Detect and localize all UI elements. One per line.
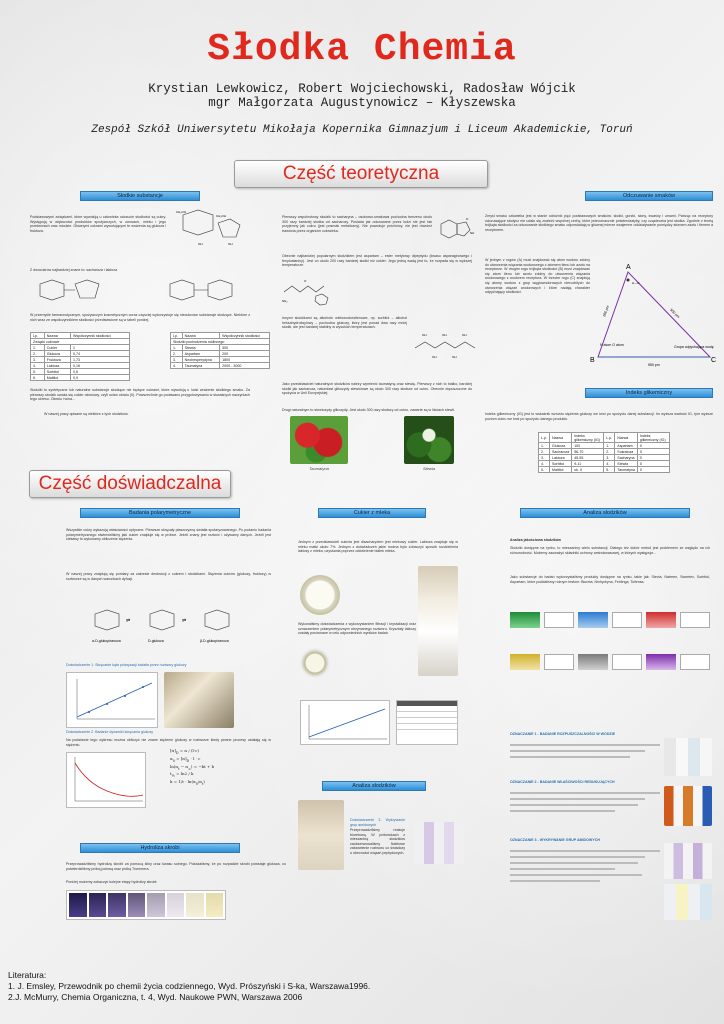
table-cell: 200 bbox=[220, 351, 270, 357]
result-heading-amide: OZNACZANIE 3 - WYKRYWANIE GRUP AMIDOWYCH bbox=[510, 838, 600, 842]
table-cell: Sorbitol bbox=[550, 461, 572, 467]
table-cell: 0 bbox=[637, 449, 669, 455]
svg-text:β-D-glukopiranoza: β-D-glukopiranoza bbox=[200, 639, 229, 643]
table-cell: 4. bbox=[171, 363, 183, 369]
table-cell: Stewia bbox=[182, 345, 220, 351]
triangle-note-b: N atom O atom bbox=[600, 343, 624, 347]
table-cell: 1 bbox=[70, 345, 129, 351]
structure-image bbox=[544, 654, 574, 670]
disaccharide-structures bbox=[30, 276, 250, 312]
table-cell: Neohesperydyna bbox=[182, 357, 220, 363]
thaumatin-caption: Taumatyna bbox=[309, 466, 329, 471]
result-heading-solubility: OZNACZANIE 1 - BADANIE ROZPUSZCZALNOŚCI W WODZIE bbox=[510, 732, 616, 736]
table-cell: Stewia bbox=[615, 461, 638, 467]
table-cell: Maltitol bbox=[44, 375, 70, 381]
bar-sweet-substances: Słodkie substancje bbox=[80, 191, 200, 201]
table-cell: 1800 bbox=[220, 357, 270, 363]
triangle-label-b: B bbox=[590, 357, 595, 364]
svg-text:NH: NH bbox=[470, 231, 475, 235]
aspartame-structure bbox=[280, 272, 336, 312]
table-header: L.p. bbox=[604, 433, 615, 443]
bar-milk-sugar: Cukier z mleka bbox=[318, 508, 426, 518]
table-cell: Glukoza bbox=[44, 351, 70, 357]
table-row bbox=[31, 375, 130, 381]
amide-detection-caption: Doświadczenie 3. Wykrywanie grup amidowych bbox=[350, 818, 405, 827]
table-cell: Sacharyna bbox=[615, 455, 638, 461]
structure-image bbox=[680, 612, 710, 628]
biuret-tubes-photo bbox=[664, 843, 712, 879]
disaccharides-caption: Z dwucukrów najbardziej znane to: sacharoza i laktoza bbox=[30, 268, 118, 272]
table-header: Lp. bbox=[171, 333, 183, 339]
bar-polarimetry: Badania polarymetryczne bbox=[80, 508, 240, 518]
glucose-structure-figure bbox=[168, 205, 248, 255]
authors-line-2: mgr Małgorzata Augustynowicz – Kłyszewska bbox=[208, 96, 516, 110]
hydrolysis-text-2: Poniżej możemy zobaczyć kolejne etapy hydrolizy skrobi: bbox=[66, 880, 158, 884]
table-cell: 45-55 bbox=[572, 455, 604, 461]
taste-text: Zmysł smaku człowieka jest w stanie odróżnić pięć podstawowych smaków: słodki, gorzki, słony, kwaśny i umami. Patrząc na receptory odczuwające słodycz nie udało się znaleźć wspólnej cechy, które jednoznacznie potwierdzałyby, czy cząsteczka jest słodka. Zgodnie z teorią trójkąta słodkości za odczuwanie słodkiego smaku odpowiadają w głównej mierze wzajemne oddziaływanie pomiędzy atomem azotu i tlenem a receptorem. bbox=[485, 214, 713, 232]
table-cell: 1. bbox=[171, 345, 183, 351]
table-cell: Aspartam bbox=[182, 351, 220, 357]
table-cell: Glukoza bbox=[550, 443, 572, 449]
table-cell: 4. bbox=[604, 461, 615, 467]
fehling-tubes-photo bbox=[664, 786, 712, 826]
milk-sugar-text: Jednym z przedstawicieli cukrów jest disacharydem jest mlekowy cukier. Laktoza znajduje się w mleku matki około 7%. Jednym z doświadczeń jakie można było zobaczyć sposób rozdzielenia laktozy z mleka, uzyskania poprzez oddzielenie białek mleka. bbox=[298, 540, 458, 554]
table-cell: 0 bbox=[637, 461, 669, 467]
tube-sample bbox=[206, 893, 224, 917]
sweet-intro-text: Podstawowymi związkami, które wywołują u człowieka odczucie słodkości są cukry. Występują w większości produktów spożywczych, w owocach, mleku i jego przetworach oraz miodzie. Głównymi cukrami wywołującymi te wrażenia są glukoza i fruktoza. bbox=[30, 215, 166, 233]
polarimetry-text: Wszystkie cukry wykazują właściwości optyczne. Pierwsze skręcały płaszczyznę światła spolaryzowanego. Po podaniu badania polarymetrycznego stwierdziliśmy jaki cukier znajduje się w próbce. Jeżeli znany jest roztwór i używamy danych. Jeżeli jest ciekawy to wykonamy obliczenie stężenia. bbox=[66, 528, 271, 542]
svg-text:α-D-glukopiranoza: α-D-glukopiranoza bbox=[92, 639, 121, 643]
table-cell: Cukier bbox=[44, 345, 70, 351]
polarimetry-chart-2 bbox=[66, 752, 146, 808]
svg-text:O: O bbox=[304, 279, 307, 283]
bar-sweetener-analysis-2: Analiza słodzików bbox=[322, 781, 426, 791]
triangle-distance-ac: 550 pm bbox=[669, 307, 681, 319]
tube-sample bbox=[147, 893, 165, 917]
sweetener-analysis-text: Słodziki dostępne na rynku, to mieszaniny wielu substancji. Dlatego też dobór metod jest problemem ze względu na ich różnorodność. Możemy zauważyć składniki ochrony aminokwasowej, w których występuje... bbox=[510, 546, 710, 555]
lab-student-photo bbox=[418, 566, 458, 676]
sweetener-analysis-list: Jako substancje do badań wykorzystaliśmy produkty dostępne na rynku, takie jak: Stevia, Natreen, Sweetex, Sorbitol, Aspartam, które poddaliśmy różnym testom: Biureta, Ninhydryna, Fehlinga, Tollensa. bbox=[510, 575, 710, 584]
table-cell: 1. bbox=[31, 345, 45, 351]
svg-text:OH: OH bbox=[432, 355, 437, 359]
table-row bbox=[539, 467, 670, 473]
sweetener-product-image bbox=[646, 654, 676, 670]
reducing-text-block bbox=[510, 788, 660, 828]
stevia-text-2: Drugi naturalnym to stewiozydy glikozydy. Jest około 300 razy słodszy od cukru, zawarte są w liściach stewii. bbox=[282, 408, 455, 412]
svg-text:OH: OH bbox=[442, 333, 447, 337]
svg-text:O: O bbox=[466, 217, 469, 221]
sweetener-analysis-title: Analiza jakościowa słodzików bbox=[510, 538, 561, 542]
triangle-label-c: C bbox=[711, 357, 717, 364]
structure-image bbox=[612, 654, 642, 670]
table-cell: 0,74 bbox=[70, 351, 129, 357]
bar-taste-perception: Odczuwanie smaków bbox=[585, 191, 713, 201]
sweetener-products-grid bbox=[510, 612, 710, 692]
sweetener-product-image bbox=[646, 612, 676, 628]
polarimeter-lab-photo bbox=[164, 672, 234, 728]
sorbitol-structure bbox=[410, 328, 480, 364]
table-cell: 3. bbox=[31, 357, 45, 363]
table-cell: 0 bbox=[637, 455, 669, 461]
table-cell: 0,6 bbox=[70, 369, 129, 375]
table-cell: 0 bbox=[637, 443, 669, 449]
stevia-text: Jako przedstawiciel naturalnych słodzików należy wymienić taumatynę oraz stewię. Pierwszy z nich to białko, bardziej słodki jak sacharoza, natomiast glikozydy stewiolowe są około 300 razy słodsze od cukru. Obecnie dopuszczone do spożycia w Unii Europejskiej. bbox=[282, 382, 472, 396]
svg-text:CH₂OH: CH₂OH bbox=[176, 210, 186, 214]
sweetener-product-image bbox=[510, 654, 540, 670]
sorbitol-text: Innymi słodzikami są alkohole wielowodorotlenowe, np. sorbitol – alkohol heksahydroksylowy – pochodna glukozy, który jest ponad dwa razy mniej słodki, ale jest bardziej stabilny w wysokich temperaturach. bbox=[282, 316, 407, 330]
references-heading: Literatura: bbox=[8, 970, 47, 980]
table-cell: Laktoza bbox=[550, 455, 572, 461]
section-experimental-heading: Część doświadczalna bbox=[29, 470, 231, 498]
svg-text:OH: OH bbox=[198, 242, 203, 246]
triangle-label-a: A bbox=[626, 264, 631, 271]
references bbox=[8, 970, 370, 1003]
milk-sugar-results-table bbox=[396, 700, 458, 745]
table-cell: Maltitol bbox=[550, 467, 572, 473]
sweetener-product-image bbox=[578, 612, 608, 628]
sweeteners-intro-text: W przemyśle farmaceutycznym, spożywczym kosmetycznym coraz częściej wykorzystuje się niecukrowe substancje słodzące. Niektóre z nich wraz ze współczynnikiem słodkości przedstawione są w tabeli poniżej. bbox=[30, 313, 250, 322]
table-cell: 3. bbox=[171, 357, 183, 363]
table-header: Współczynnik słodkości bbox=[220, 333, 270, 339]
table-cell: Fruktoza bbox=[44, 357, 70, 363]
table-cell: Taumatyna bbox=[182, 363, 220, 369]
hydrolysis-tubes-strip bbox=[66, 890, 226, 920]
polarimetry-caption-2: Doświadczenie 2. Badanie dynamiki skręcania glukozy bbox=[66, 730, 154, 734]
triangle-distance-ab: 260 pm bbox=[602, 304, 610, 318]
table-header: Współczynnik słodkości bbox=[70, 333, 129, 339]
glycemic-text: Indeks glikemiczny (IG) jest to wskaźnik wzrostu stężenia glukozy we krwi po spożyciu danej substancji. Im wyższa wartość IG, tym wyższe poziom cukru we krwi po spożyciu danego produktu. bbox=[485, 412, 713, 421]
reference-item-2: 2.J. McMurry, Chemia Organiczna, t. 4, Wyd. Naukowe PWN, Warszawa 2006 bbox=[8, 992, 303, 1002]
polarimetry-conclusion: Na podstawie tego wykresu można obliczyć nie znane stężenie glukozy w roztworze kiedy pewne procesy ustalają się w stężeniu. bbox=[66, 738, 271, 747]
table-header: L.p. bbox=[539, 433, 550, 443]
svg-text:OH: OH bbox=[228, 242, 233, 246]
table-cell: ok. 0 bbox=[572, 467, 604, 473]
glucose-anomers-figure bbox=[90, 600, 240, 648]
bar-glycemic-index: Indeks glikemiczny bbox=[585, 388, 713, 398]
tube-sample bbox=[108, 893, 126, 917]
structure-image bbox=[544, 612, 574, 628]
table-subheader: Związki cukrowe bbox=[31, 339, 130, 345]
table-cell: 5. bbox=[539, 467, 550, 473]
amide-detection-text: Przeprowadziliśmy reakcje biuretową. W próbówkach z mieszaniną słodzików zaobserwowaliśmy fioletowe zabarwienie roztworu co świadczy o obecności wiązań peptydowych. bbox=[350, 828, 405, 855]
sweetness-table-natural bbox=[30, 332, 130, 381]
table-header: Nazwa bbox=[615, 433, 638, 443]
table-header: Lp. bbox=[31, 333, 45, 339]
svg-text:⇌: ⇌ bbox=[126, 618, 131, 624]
table-cell: 3. bbox=[604, 455, 615, 461]
sweetness-triangle-diagram bbox=[590, 262, 720, 372]
result-heading-reducing: OZNACZANIE 2 - BADANIE WŁAŚCIWOŚCI REDUKUJĄCYCH bbox=[510, 780, 615, 784]
table-cell: Taumatyna bbox=[615, 467, 638, 473]
svg-text:OH: OH bbox=[462, 333, 467, 337]
triangle-distance-bc: 550 pm bbox=[648, 363, 660, 367]
svg-text:OH: OH bbox=[422, 333, 427, 337]
svg-text:NH₂: NH₂ bbox=[282, 299, 288, 303]
structure-image bbox=[680, 654, 710, 670]
table-cell: 56-70 bbox=[572, 449, 604, 455]
triangle-theory-text: W jednym z rogów (A) musi znajdować się atom wodoru zdolny do utworzenia wiązania wodorowego z atomem tlenu lub azotu na receptorze. W drugim rogu trójkąta słodkości (B) musi znajdować się atom tlenu lub azotu zdolny do utworzenia wiązania wodorowego z wodorem receptora. W trzecim rogu (C) znajdują się atomy wodoru z grup węglowodorowych nierozbitych do utworzenia wiązań wodorowych i które nadają charakter odpychający słodkości. bbox=[485, 258, 590, 295]
table-cell: 0,9 bbox=[70, 375, 129, 381]
section-theory-heading: Część teoretyczna bbox=[234, 160, 488, 188]
polarimetry-caption-1: Doświadczenie 1. Skręcanie kąta polaryzacji światła przez roztwory glukozy bbox=[66, 663, 187, 667]
solubility-text-block bbox=[510, 740, 660, 772]
biuret-test-photo bbox=[414, 822, 464, 864]
table-cell: Sukraloza bbox=[615, 449, 638, 455]
svg-text:⇌: ⇌ bbox=[182, 618, 187, 624]
table-cell: 1. bbox=[539, 443, 550, 449]
amide-text-block bbox=[510, 846, 660, 916]
stevia-plant-photo bbox=[404, 416, 454, 464]
table-cell: 2. bbox=[31, 351, 45, 357]
table-cell: 6. bbox=[31, 375, 45, 381]
tube-sample bbox=[167, 893, 185, 917]
table-header: Indeks glikemiczny (IG) bbox=[637, 433, 669, 443]
table-cell: 5. bbox=[604, 467, 615, 473]
sweetener-product-image bbox=[510, 612, 540, 628]
polarimetry-chart-1 bbox=[66, 672, 158, 728]
table-cell: 0,16 bbox=[70, 363, 129, 369]
aspartame-text: Obecnie najbardziej popularnym słodzikiem jest aspartam – ester metylowy dipeptydu (kwasu asparaginowego i fenyloalaniny). Jest on około 200 razy bardziej słodki niż cukier. Jego jedną wadą jest to, że rozpada się w wyższej temperaturze. bbox=[282, 254, 472, 268]
hydrolysis-text: Przeprowadziliśmy hydrolizę skrobi za pomocą śliny oraz kwasu solnego. Pokazaliśmy, że po rozpadzie skrobi powstaje glukoza, co potwierdziliśmy próbą jodową oraz próbą Trommera. bbox=[66, 862, 286, 871]
table-cell: 1,73 bbox=[70, 357, 129, 363]
milk-sugar-chart bbox=[300, 700, 390, 745]
table-header: Indeks glikemiczny (IG) bbox=[572, 433, 604, 443]
tube-sample bbox=[69, 893, 87, 917]
table-cell: 100 bbox=[572, 443, 604, 449]
thaumatin-fruit-photo bbox=[290, 416, 348, 464]
polarimetry-equations: $[\alpha]_D = \alpha / (l\cdot c)$ $\alpha_0 = [\alpha]_D \cdot l \cdot c$ $\ln(\alpha_t - \alpha_\infty) = -kt + b$ $t_{\frac{1}{2}} = \ln 2 / k$ $k = 1/t \cdot \ln(\alpha_0/\alpha_t)$ bbox=[170, 748, 215, 786]
tube-sample bbox=[186, 893, 204, 917]
school-name: Zespół Szkół Uniwersytetu Mikołaja Kopernika Gimnazjum i Liceum Akademickie, Toruń bbox=[91, 124, 633, 136]
table-cell: 2000 - 3000 bbox=[220, 363, 270, 369]
student-pipette-photo bbox=[298, 800, 344, 870]
polarimetry-text-2: W naszej pracy znajdują się pomiary za zakresie destrukcji z cukrem i słodzikami. Stężenia cukrów (glukozy, fruktozy) w roztworze są w danych warunkach dyfuzji. bbox=[66, 572, 271, 581]
table-cell: 300 bbox=[220, 345, 270, 351]
table-cell: Laktoza bbox=[44, 363, 70, 369]
table-cell: 9-11 bbox=[572, 461, 604, 467]
sweetness-table-synthetic bbox=[170, 332, 270, 369]
svg-text:OH: OH bbox=[452, 355, 457, 359]
stevia-caption: Stewia bbox=[422, 466, 435, 471]
lactose-crystals-photo bbox=[300, 648, 330, 678]
poster-title: Słodka Chemia bbox=[207, 28, 517, 71]
milk-dish-photo bbox=[300, 575, 340, 615]
reference-item-1: 1. J. Emsley, Przewodnik po chemii życia codziennego, Wyd. Prószyński i S-ka, Warszawa1996. bbox=[8, 981, 371, 991]
structure-image bbox=[612, 612, 642, 628]
table-header: Nazwa bbox=[44, 333, 70, 339]
triangle-note-c: Grupa odpychająca wodę bbox=[674, 345, 714, 349]
table-header: Nazwa bbox=[550, 433, 572, 443]
table-cell: 2. bbox=[171, 351, 183, 357]
sweeteners-note-text: W naszej pracy opisane są niektóre z tych słodzików. bbox=[44, 412, 129, 416]
table-cell: 1. bbox=[604, 443, 615, 449]
saccharin-structure bbox=[436, 212, 476, 252]
table-cell: 4. bbox=[539, 461, 550, 467]
table-cell: 5. bbox=[31, 369, 45, 375]
table-cell: 2. bbox=[539, 449, 550, 455]
solubility-tubes-photo bbox=[664, 738, 712, 776]
table-subheader: Słodziki pochodzenia roślinnego bbox=[171, 339, 270, 345]
svg-text:CH₂OH: CH₂OH bbox=[216, 214, 226, 218]
milk-sugar-text-2: Wykonaliśmy doświadczenia z wykorzystaniem filtracji i krystalizacji oraz oznaczeniem polarymetrycznym otrzymanego roztworu. Kryształy laktozy zostały porównane w celu odpowiednich wyników badań. bbox=[298, 622, 416, 636]
table-cell: 0 bbox=[637, 467, 669, 473]
table-header: Nazwa bbox=[182, 333, 220, 339]
table-cell: Sorbitol bbox=[44, 369, 70, 375]
saccharin-text: Pierwszy wspólnotowy słodzik to sacharyna – osobowo-smakowa pochodna benzenu około 300 razy bardziej słodka od sacharozy. Posiada jak odczuwane przez ludzi nie jest tak przyjemny jak cukru (jest posmak metaliczny). Nie powoduje próchnicy, nie jest również trawiona przez organizm człowieka. bbox=[282, 215, 432, 233]
svg-text:D-glukoza: D-glukoza bbox=[148, 639, 164, 643]
svg-text:H—O: H—O bbox=[632, 281, 640, 285]
table-cell: 3. bbox=[539, 455, 550, 461]
table-row bbox=[171, 363, 270, 369]
authors bbox=[0, 82, 724, 110]
table-cell: 4. bbox=[31, 363, 45, 369]
bar-sweetener-analysis: Analiza słodzików bbox=[520, 508, 690, 518]
tollens-tubes-photo bbox=[664, 884, 712, 920]
table-cell: Sacharoza bbox=[550, 449, 572, 455]
tube-sample bbox=[128, 893, 146, 917]
glycemic-table bbox=[538, 432, 670, 473]
table-cell: Aspartam bbox=[615, 443, 638, 449]
sweetener-product-image bbox=[578, 654, 608, 670]
table-header-row bbox=[539, 433, 670, 443]
bar-hydrolysis: Hydroliza skrobi bbox=[80, 843, 240, 853]
tube-sample bbox=[89, 893, 107, 917]
sweeteners-history-text: Słodziki to syntetyczne lub naturalne substancje słodzące nie będące cukrami, które wywołują u ludzi wrażenie słodkiego smaku. Za pierwszy słodzik uważa się cukier ołowiowy, czyli octan ołowiu (II). Powszechnie go podawano przygotowywaniu w skwaśnych naczyniach tego okresu. Ołowiu i wina... bbox=[30, 388, 250, 402]
authors-line-1: Krystian Lewkowicz, Robert Wojciechowski, Radosław Wójcik bbox=[148, 82, 576, 96]
table-cell: 2. bbox=[604, 449, 615, 455]
